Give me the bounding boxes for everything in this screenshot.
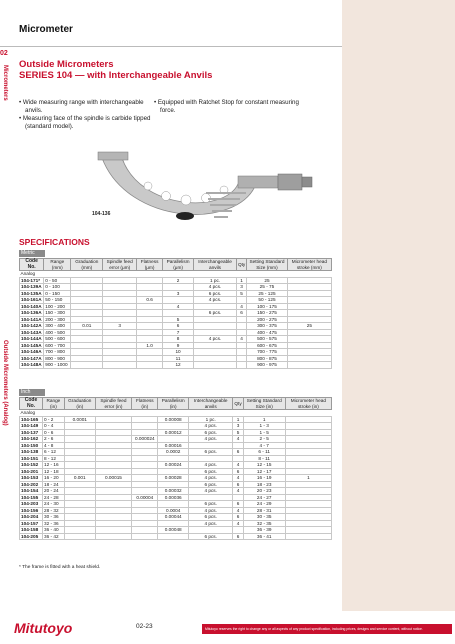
- table-cell: 4 pcs.: [194, 336, 237, 343]
- table-cell: 104-171*: [20, 277, 44, 284]
- table-cell: 104-147A: [20, 355, 44, 362]
- section-title-line1: Outside Micrometers: [19, 59, 114, 70]
- column-header: Setting Standard Size (in): [243, 398, 285, 410]
- table-cell: 0 - 150: [44, 290, 71, 297]
- table-cell: 2 - 6: [42, 436, 64, 443]
- table-cell: 0.0001: [64, 416, 95, 423]
- page-number: 02-23: [136, 623, 153, 630]
- table-cell: 8 - 12: [42, 455, 64, 462]
- table-cell: 0.00028: [158, 475, 189, 482]
- table-cell: 104-146A: [20, 349, 44, 356]
- table-cell: 5: [163, 316, 194, 323]
- table-cell: 700 - 800: [44, 349, 71, 356]
- table-cell: 104-143A: [20, 329, 44, 336]
- table-cell: 1 - 5: [243, 429, 285, 436]
- table-cell: 0.6: [137, 297, 163, 304]
- table-cell: 0.0004: [158, 507, 189, 514]
- inch-spec-table: [19, 397, 332, 540]
- table-cell: 50 - 125: [247, 297, 287, 304]
- table-cell: 0.00044: [158, 514, 189, 521]
- table-cell: 4 pcs.: [189, 507, 233, 514]
- table-cell: 50 - 150: [44, 297, 71, 304]
- table-cell: 4 pcs.: [189, 488, 233, 495]
- header-divider: [0, 46, 342, 47]
- footer-disclaimer: Mitutoyo reserves the right to change any or all aspects of any product specification, including prices, designs and service content, without notice.: [202, 624, 452, 634]
- table-cell: 104-156: [20, 507, 43, 514]
- column-header: Code No.: [20, 398, 43, 410]
- table-cell: 104-165: [20, 416, 43, 423]
- table-cell: 104-158: [20, 527, 43, 534]
- section-title-line2: SERIES 104 — with Interchangeable Anvils: [19, 70, 213, 81]
- table-cell: 0.001: [64, 475, 95, 482]
- table-cell: 104-141A: [20, 316, 44, 323]
- table-cell: [71, 362, 103, 369]
- column-header: Graduation (in): [64, 398, 95, 410]
- table-cell: 12 - 18: [42, 468, 64, 475]
- table-cell: 4: [163, 303, 194, 310]
- table-cell: 104-140A: [20, 303, 44, 310]
- table-cell: 4: [233, 488, 243, 495]
- table-cell: 400 - 500: [44, 329, 71, 336]
- table-cell: 4 pcs.: [189, 475, 233, 482]
- table-cell: 8 - 11: [243, 455, 285, 462]
- table-cell: 12 - 17: [243, 468, 285, 475]
- column-header: Parallelism (in): [158, 398, 189, 410]
- table-cell: 104-151: [20, 455, 43, 462]
- table-cell: 600 - 675: [247, 342, 287, 349]
- right-margin-panel: [342, 0, 455, 611]
- table-cell: 3: [236, 284, 246, 291]
- table-cell: 200 - 275: [247, 316, 287, 323]
- table-cell: 104-145A: [20, 342, 44, 349]
- table-row: [20, 533, 332, 540]
- table-cell: 4: [236, 336, 246, 343]
- table-cell: 150 - 275: [247, 310, 287, 317]
- table-cell: 900 - 975: [247, 362, 287, 369]
- table-cell: 8: [163, 336, 194, 343]
- column-header: Flatness (μm): [137, 259, 163, 271]
- table-cell: 1: [233, 416, 243, 423]
- table-cell: 4: [233, 520, 243, 527]
- table-cell: 0.00036: [158, 494, 189, 501]
- table-cell: 36 - 40: [42, 527, 64, 534]
- feature-item: • Measuring face of the spindle is carbide tipped (standard model).: [19, 115, 151, 130]
- table-cell: 0 - 6: [42, 429, 64, 436]
- table-cell: 6 pcs.: [189, 533, 233, 540]
- table-cell: 6: [163, 323, 194, 330]
- table-cell: 1 - 3: [243, 423, 285, 430]
- table-cell: 104-162: [20, 436, 43, 443]
- table-cell: 2 - 5: [243, 436, 285, 443]
- table-cell: 0 - 50: [44, 277, 71, 284]
- table-cell: 6 pcs.: [189, 501, 233, 508]
- table-cell: 20 - 24: [42, 488, 64, 495]
- table-cell: 0 - 100: [44, 284, 71, 291]
- section-title: [19, 59, 212, 81]
- table-cell: 4 pcs.: [194, 284, 237, 291]
- table-cell: 25: [287, 323, 331, 330]
- table-cell: [103, 362, 137, 369]
- column-header: Setting Standard Size (mm): [247, 259, 287, 271]
- table-cell: 6: [233, 514, 243, 521]
- table-cell: 900 - 1000: [44, 362, 71, 369]
- table-cell: 200 - 300: [44, 316, 71, 323]
- table-cell: 9: [163, 342, 194, 349]
- table-cell: [158, 533, 189, 540]
- brand-logo: Mitutoyo: [14, 620, 73, 636]
- table-cell: 24 - 29: [243, 501, 285, 508]
- table-cell: 32 - 36: [42, 520, 64, 527]
- table-cell: 6: [233, 481, 243, 488]
- side-chapter-label: Micrometers: [2, 65, 8, 101]
- table-cell: 28 - 31: [243, 507, 285, 514]
- table-cell: 1 pc.: [189, 416, 233, 423]
- table-cell: 104-154: [20, 488, 43, 495]
- table-cell: 500 - 575: [247, 336, 287, 343]
- table-cell: 12 - 16: [42, 462, 64, 469]
- column-header: Interchangeable anvils: [194, 259, 237, 271]
- table-cell: 0.00008: [158, 416, 189, 423]
- inch-tag: Inch: [19, 389, 45, 396]
- table-cell: 4 pcs.: [189, 462, 233, 469]
- column-header: Range (mm): [44, 259, 71, 271]
- column-header: Qty: [233, 398, 243, 410]
- column-header: Parallelism (μm): [163, 259, 194, 271]
- metric-tag: Metric: [19, 250, 45, 257]
- table-cell: 400 - 475: [247, 329, 287, 336]
- table-cell: [137, 362, 163, 369]
- table-cell: 6: [236, 310, 246, 317]
- table-cell: 36 - 41: [243, 533, 285, 540]
- table-cell: 6 - 11: [243, 449, 285, 456]
- table-cell: 4: [236, 303, 246, 310]
- table-cell: 100 - 200: [44, 303, 71, 310]
- table-cell: 6 pcs.: [194, 310, 237, 317]
- table-footnote: * The frame is fitted with a heat shield.: [19, 565, 101, 570]
- table-cell: 700 - 775: [247, 349, 287, 356]
- table-cell: 104-157: [20, 520, 43, 527]
- table-cell: 30 - 36: [42, 514, 64, 521]
- table-cell: 4 - 7: [243, 442, 285, 449]
- table-cell: 800 - 900: [44, 355, 71, 362]
- table-cell: 4 pcs.: [189, 520, 233, 527]
- table-cell: 600 - 700: [44, 342, 71, 349]
- table-cell: [132, 533, 158, 540]
- table-cell: 104-153: [20, 475, 43, 482]
- table-cell: 150 - 300: [44, 310, 71, 317]
- table-cell: 6 pcs.: [189, 481, 233, 488]
- column-header: Qty: [236, 259, 246, 271]
- table-cell: 32 - 35: [243, 520, 285, 527]
- table-cell: 6 pcs.: [189, 449, 233, 456]
- table-cell: 1: [243, 416, 285, 423]
- table-cell: 0.000024: [132, 436, 158, 443]
- feature-item: • Wide measuring range with interchangeable anvils.: [19, 99, 144, 114]
- table-cell: 0.00004: [132, 494, 158, 501]
- table-cell: [236, 362, 246, 369]
- table-cell: 0.00012: [158, 429, 189, 436]
- table-cell: 25: [247, 277, 287, 284]
- table-cell: 6 pcs.: [189, 468, 233, 475]
- table-cell: 3: [103, 323, 137, 330]
- table-cell: 12: [163, 362, 194, 369]
- product-caption: 104-136: [92, 211, 111, 217]
- column-header: Range (in): [42, 398, 64, 410]
- table-cell: [287, 362, 331, 369]
- table-cell: 20 - 23: [243, 488, 285, 495]
- table-cell: 1: [236, 277, 246, 284]
- group-label: Analog: [20, 410, 332, 417]
- table-cell: 0 - 2: [42, 416, 64, 423]
- table-cell: 12 - 15: [243, 462, 285, 469]
- column-header: Code No.: [20, 259, 44, 271]
- table-cell: 6 pcs.: [189, 429, 233, 436]
- table-cell: 25 - 125: [247, 290, 287, 297]
- table-cell: 16 - 19: [243, 475, 285, 482]
- table-cell: 0.00015: [95, 475, 132, 482]
- table-cell: 3: [163, 290, 194, 297]
- table-cell: 5: [236, 290, 246, 297]
- column-header: Spindle feed error (μm): [103, 259, 137, 271]
- table-cell: 4: [233, 436, 243, 443]
- feature-list-right: [154, 99, 314, 115]
- table-cell: 104-152: [20, 462, 43, 469]
- table-cell: 104-149: [20, 423, 43, 430]
- feature-item: • Equipped with Ratchet Stop for constant measuring force.: [154, 99, 299, 114]
- table-cell: 300 - 400: [44, 323, 71, 330]
- table-cell: 104-205: [20, 533, 43, 540]
- table-cell: 104-144A: [20, 336, 44, 343]
- table-cell: [194, 362, 237, 369]
- chapter-tab: 02: [0, 50, 8, 57]
- table-cell: 104-135A: [20, 290, 44, 297]
- table-cell: 104-201: [20, 468, 43, 475]
- table-cell: 1.0: [137, 342, 163, 349]
- table-cell: 4 pcs.: [189, 436, 233, 443]
- table-cell: 104-136A: [20, 310, 44, 317]
- table-cell: 16 - 20: [42, 475, 64, 482]
- table-cell: 4 - 8: [42, 442, 64, 449]
- metric-spec-table: [19, 258, 332, 369]
- table-cell: 0.00024: [158, 462, 189, 469]
- table-cell: 4 pcs.: [189, 423, 233, 430]
- column-header: Flatness (in): [132, 398, 158, 410]
- table-cell: 104-161A: [20, 297, 44, 304]
- table-cell: 18 - 23: [243, 481, 285, 488]
- table-cell: 28 - 32: [42, 507, 64, 514]
- table-cell: 24 - 30: [42, 501, 64, 508]
- table-cell: [95, 533, 132, 540]
- table-cell: 6 pcs.: [189, 514, 233, 521]
- table-cell: 1 pc.: [194, 277, 237, 284]
- table-cell: 0.01: [71, 323, 103, 330]
- table-cell: [285, 533, 331, 540]
- table-cell: 24 - 28: [42, 494, 64, 501]
- page-header-title: Micrometer: [19, 24, 73, 35]
- table-cell: 104-139A: [20, 284, 44, 291]
- table-cell: 4: [233, 507, 243, 514]
- table-cell: 0.00048: [158, 527, 189, 534]
- table-cell: 24 - 27: [243, 494, 285, 501]
- column-header: Spindle feed error (in): [95, 398, 132, 410]
- table-cell: 6 - 12: [42, 449, 64, 456]
- table-cell: 104-150: [20, 442, 43, 449]
- table-cell: 104-203: [20, 501, 43, 508]
- table-cell: 104-138: [20, 449, 43, 456]
- column-header: Interchangeable anvils: [189, 398, 233, 410]
- table-cell: 0.00032: [158, 488, 189, 495]
- column-header: Micrometer head stroke (in): [285, 398, 331, 410]
- micrometer-product-image: [88, 126, 328, 232]
- table-cell: 0 - 4: [42, 423, 64, 430]
- table-cell: 4: [233, 462, 243, 469]
- table-cell: 18 - 24: [42, 481, 64, 488]
- column-header: Micrometer head stroke (mm): [287, 259, 331, 271]
- table-cell: 5: [233, 429, 243, 436]
- table-cell: 104-155: [20, 494, 43, 501]
- table-cell: 100 - 175: [247, 303, 287, 310]
- table-cell: 104-142A: [20, 323, 44, 330]
- table-cell: 4 pcs.: [194, 297, 237, 304]
- specifications-heading: SPECIFICATIONS: [19, 237, 90, 247]
- table-cell: [64, 533, 95, 540]
- table-cell: 500 - 600: [44, 336, 71, 343]
- table-cell: 11: [163, 355, 194, 362]
- table-cell: 104-202: [20, 481, 43, 488]
- table-cell: 3: [233, 423, 243, 430]
- table-cell: 300 - 375: [247, 323, 287, 330]
- table-cell: 4: [233, 475, 243, 482]
- table-cell: 30 - 35: [243, 514, 285, 521]
- table-cell: 7: [163, 329, 194, 336]
- table-cell: 36 - 42: [42, 533, 64, 540]
- table-cell: 0.0002: [158, 449, 189, 456]
- table-cell: 800 - 875: [247, 355, 287, 362]
- table-cell: 6: [233, 468, 243, 475]
- table-cell: 104-204: [20, 514, 43, 521]
- table-cell: 6: [233, 501, 243, 508]
- table-cell: 25 - 75: [247, 284, 287, 291]
- table-cell: 10: [163, 349, 194, 356]
- table-cell: 104-137: [20, 429, 43, 436]
- table-cell: 6 pcs.: [194, 290, 237, 297]
- group-label: Analog: [20, 271, 332, 278]
- table-cell: 104-148A: [20, 362, 44, 369]
- table-cell: 1: [285, 475, 331, 482]
- table-cell: 0.00016: [158, 442, 189, 449]
- table-cell: 6: [233, 533, 243, 540]
- column-header: Graduation (mm): [71, 259, 103, 271]
- table-cell: 36 - 39: [243, 527, 285, 534]
- side-section-label: Outside Micrometers (Analog): [2, 340, 8, 426]
- table-cell: 2: [163, 277, 194, 284]
- table-cell: 6: [233, 449, 243, 456]
- table-row: [20, 362, 332, 369]
